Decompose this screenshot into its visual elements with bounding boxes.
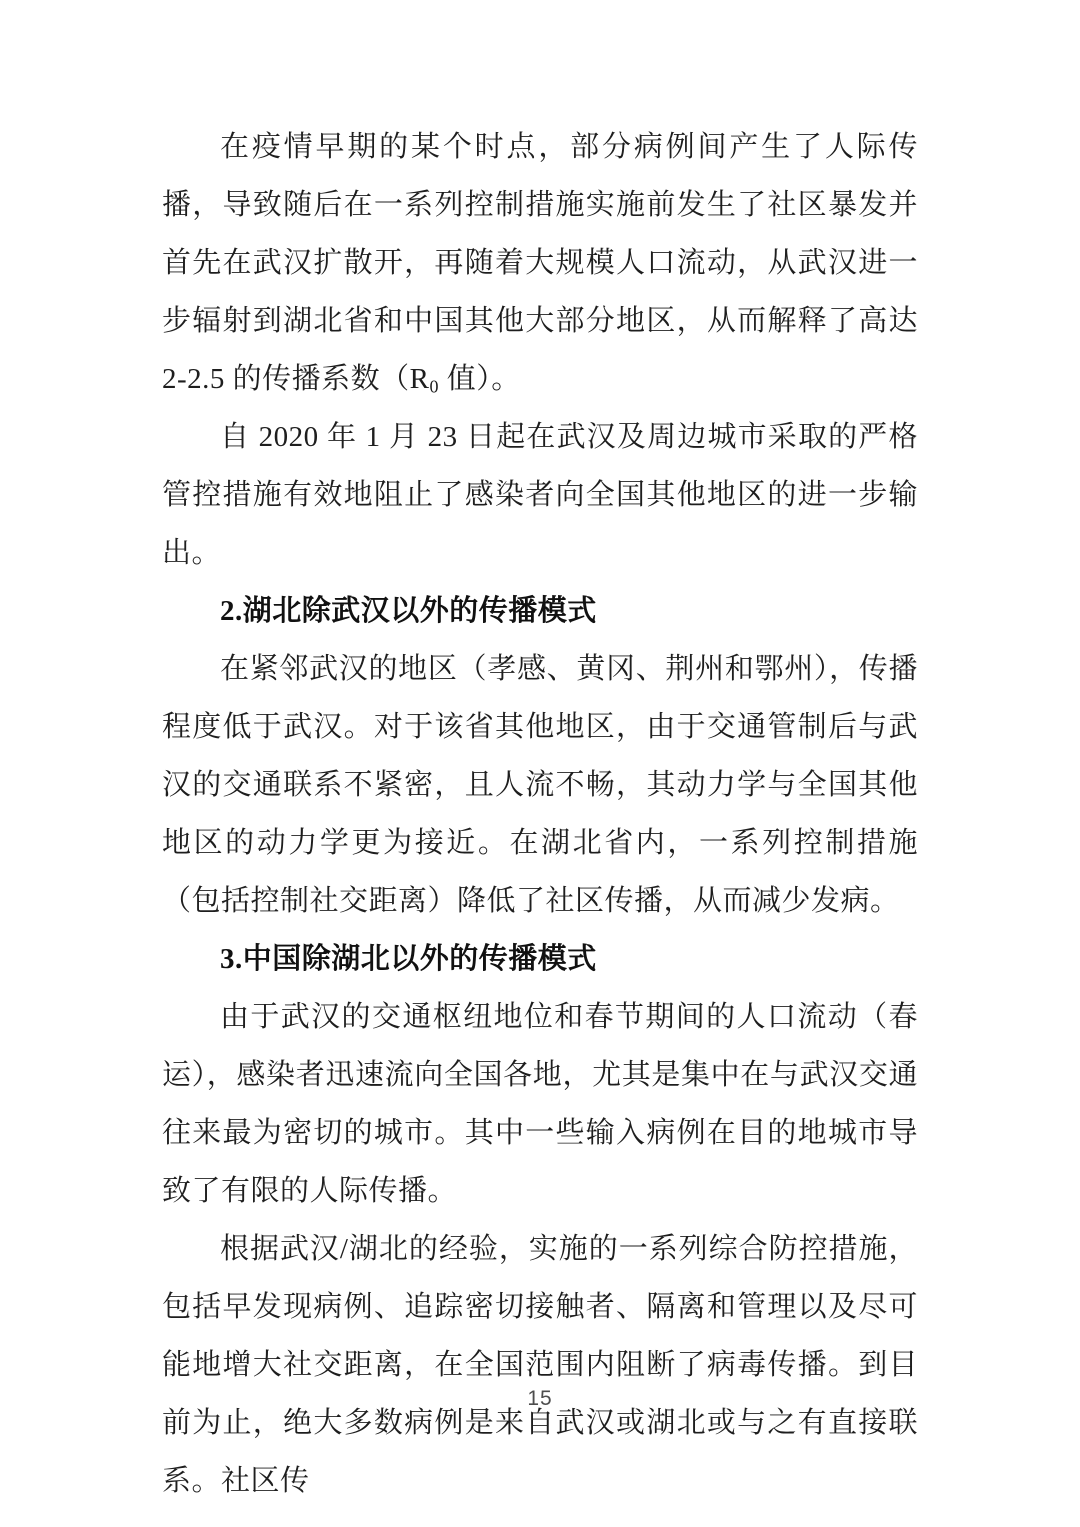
paragraph-comprehensive-measures: 根据武汉/湖北的经验，实施的一系列综合防控措施，包括早发现病例、追踪密切接触者、隔离和管理以及尽可能地增大社交距离，在全国范围内阻断了病毒传播。到目前为止，绝大多数病例是来自武汉或湖北或与之有直接联系。社区传 <box>162 1233 918 1497</box>
heading-hubei-outside-wuhan: 2.湖北除武汉以外的传播模式 <box>220 595 597 627</box>
paragraph-text-before-subscript: 在疫情早期的某个时点，部分病例间产生了人际传播，导致随后在一系列控制措施实施前发生了社区暴发并首先在武汉扩散开，再随着大规模人口流动，从武汉进一步辐射到湖北省和中国其他大部分地区，从而解释了高达 2-2.5 的传播系数（R <box>162 131 918 395</box>
page-number: 15 <box>527 1387 553 1410</box>
paragraph-wuhan-lockdown: 自 2020 年 1 月 23 日起在武汉及周边城市采取的严格管控措施有效地阻止了感染者向全国其他地区的进一步输出。 <box>162 421 918 569</box>
paragraph-text-after-subscript: 值）。 <box>439 363 521 395</box>
paragraph-early-epidemic <box>162 118 918 408</box>
paragraph-china-transmission: 由于武汉的交通枢纽地位和春节期间的人口流动（春运），感染者迅速流向全国各地，尤其是集中在与武汉交通往来最为密切的城市。其中一些输入病例在目的地城市导致了有限的人际传播。 <box>162 1001 918 1207</box>
heading-china-outside-hubei: 3.中国除湖北以外的传播模式 <box>220 943 597 975</box>
paragraph-hubei-transmission: 在紧邻武汉的地区（孝感、黄冈、荆州和鄂州），传播程度低于武汉。对于该省其他地区，由于交通管制后与武汉的交通联系不紧密，且人流不畅，其动力学与全国其他地区的动力学更为接近。在湖北省内，一系列控制措施（包括控制社交距离）降低了社区传播，从而减少发病。 <box>162 653 918 917</box>
r0-subscript: 0 <box>429 376 439 397</box>
text-content <box>162 118 918 1510</box>
